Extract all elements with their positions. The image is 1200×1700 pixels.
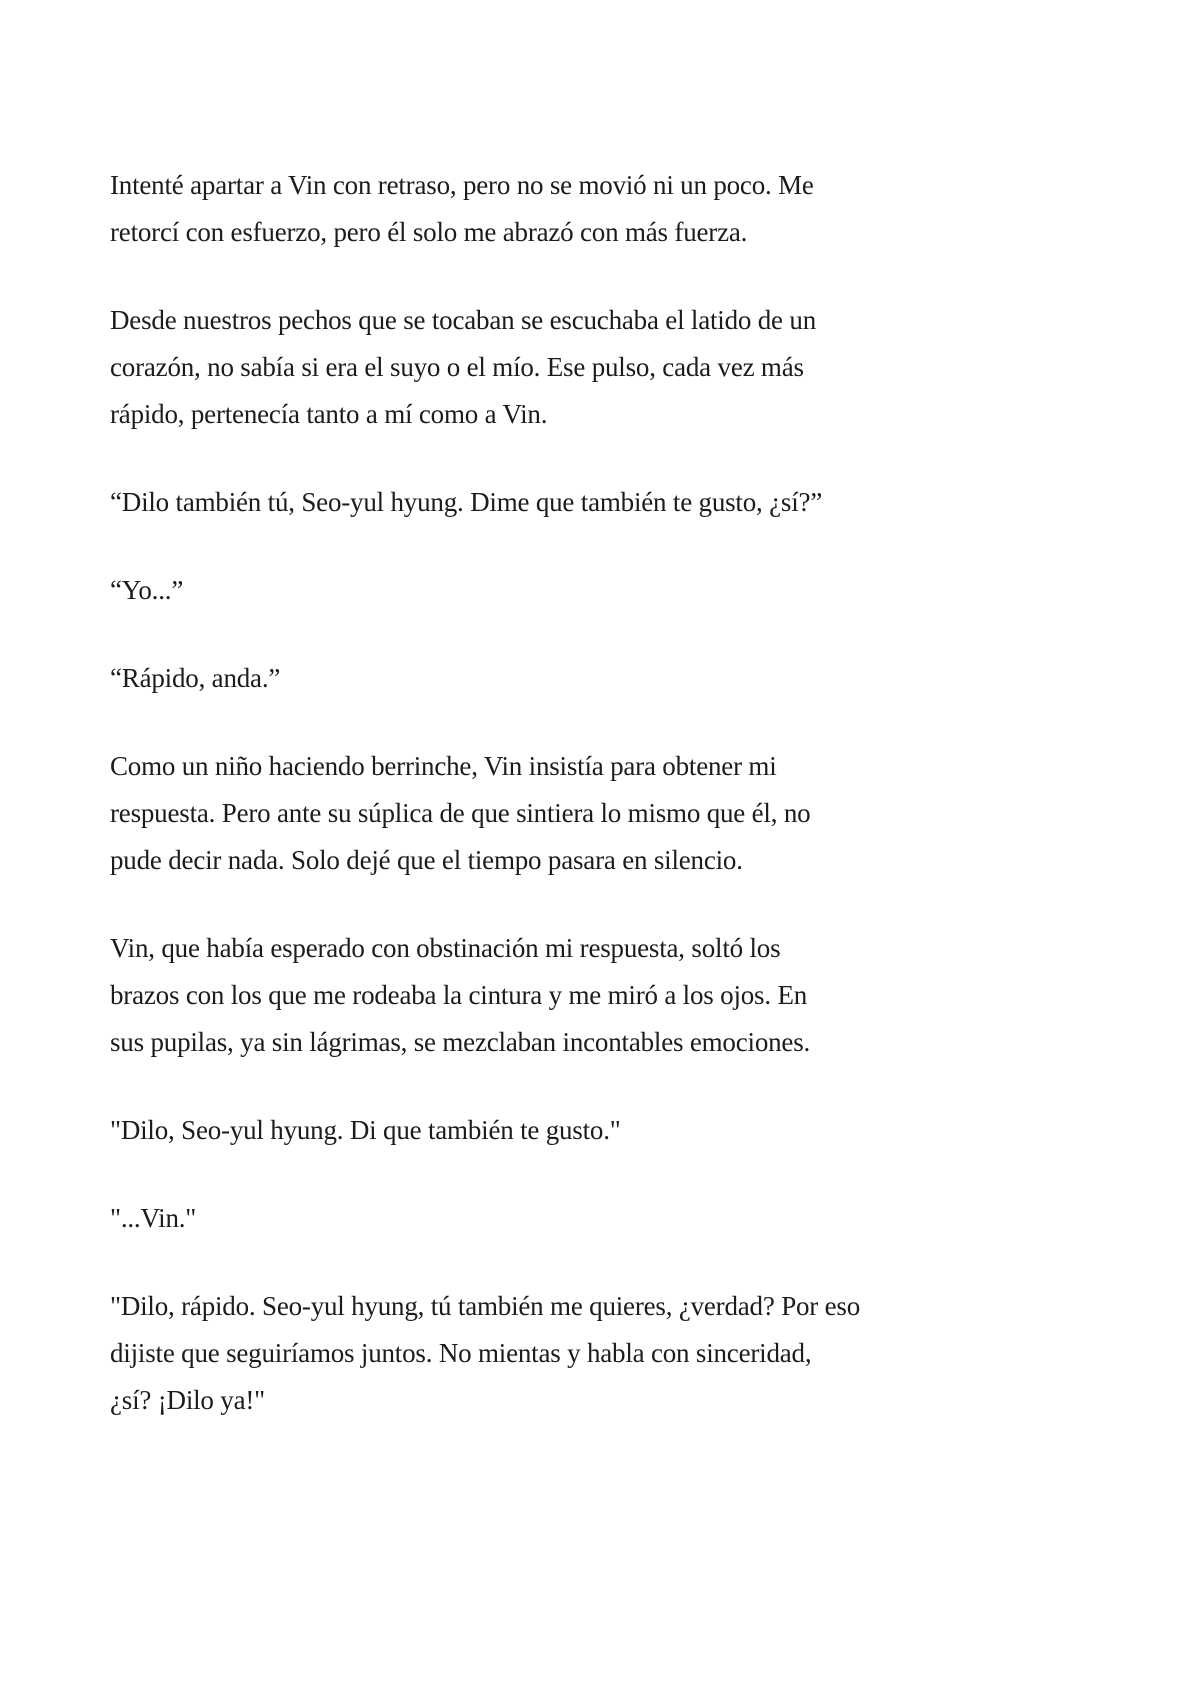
text-line: Vin, que había esperado con obstinación mi respuesta, soltó los xyxy=(110,933,781,963)
dialogue-paragraph xyxy=(110,479,1100,526)
text-line: “Rápido, anda.” xyxy=(110,663,281,693)
text-line: “Dilo también tú, Seo-yul hyung. Dime que también te gusto, ¿sí?” xyxy=(110,487,823,517)
dialogue-paragraph xyxy=(110,1283,1100,1424)
text-line: Desde nuestros pechos que se tocaban se escuchaba el latido de un xyxy=(110,305,816,335)
text-line: corazón, no sabía si era el suyo o el mío. Ese pulso, cada vez más xyxy=(110,352,804,382)
text-line: ¿sí? ¡Dilo ya!" xyxy=(110,1385,265,1415)
text-line: respuesta. Pero ante su súplica de que sintiera lo mismo que él, no xyxy=(110,798,811,828)
paragraph xyxy=(110,297,1100,438)
text-line: retorcí con esfuerzo, pero él solo me abrazó con más fuerza. xyxy=(110,217,748,247)
paragraph xyxy=(110,925,1100,1066)
paragraph xyxy=(110,743,1100,884)
text-line: "Dilo, Seo-yul hyung. Di que también te gusto." xyxy=(110,1115,621,1145)
text-line: pude decir nada. Solo dejé que el tiempo pasara en silencio. xyxy=(110,845,743,875)
text-line: "...Vin." xyxy=(110,1203,197,1233)
text-line: “Yo...” xyxy=(110,575,184,605)
text-line: "Dilo, rápido. Seo-yul hyung, tú también me quieres, ¿verdad? Por eso xyxy=(110,1291,861,1321)
text-line: dijiste que seguiríamos juntos. No mientas y habla con sinceridad, xyxy=(110,1338,812,1368)
paragraph xyxy=(110,162,1100,256)
text-line: rápido, pertenecía tanto a mí como a Vin. xyxy=(110,399,548,429)
dialogue-paragraph xyxy=(110,655,1100,702)
text-line: sus pupilas, ya sin lágrimas, se mezclaban incontables emociones. xyxy=(110,1027,811,1057)
dialogue-paragraph xyxy=(110,567,1100,614)
text-line: brazos con los que me rodeaba la cintura y me miró a los ojos. En xyxy=(110,980,808,1010)
dialogue-paragraph xyxy=(110,1195,1100,1242)
text-line: Intenté apartar a Vin con retraso, pero no se movió ni un poco. Me xyxy=(110,170,814,200)
dialogue-paragraph xyxy=(110,1107,1100,1154)
text-line: Como un niño haciendo berrinche, Vin insistía para obtener mi xyxy=(110,751,777,781)
